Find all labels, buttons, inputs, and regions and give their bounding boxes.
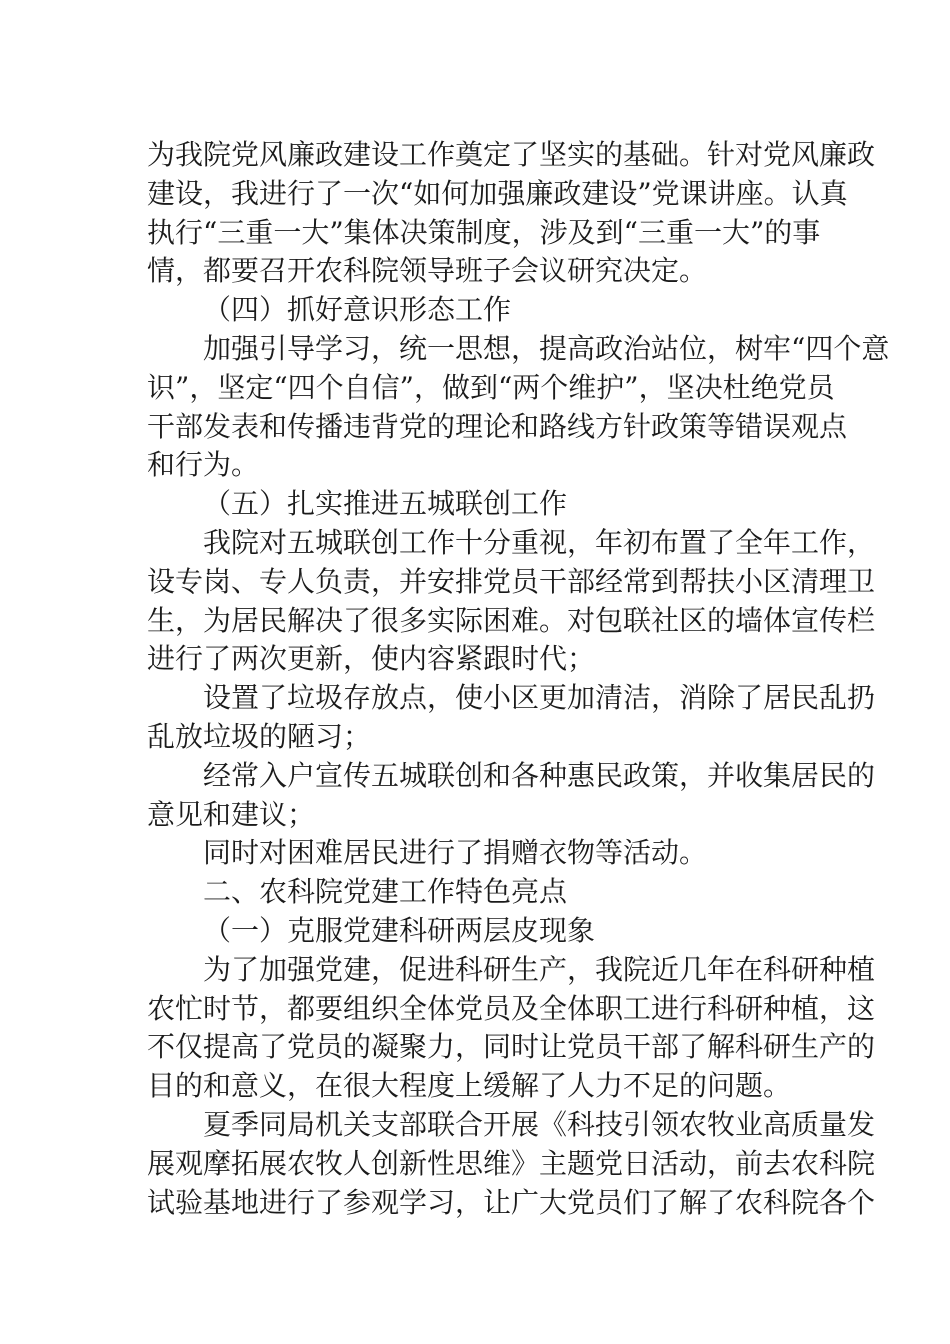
text-line: 设置了垃圾存放点，使小区更加清洁，消除了居民乱扔: [203, 681, 876, 715]
text-line: 执行“三重一大”集体决策制度，涉及到“三重一大”的事: [147, 215, 821, 249]
text-line: 目的和意义，在很大程度上缓解了人力不足的问题。: [147, 1069, 792, 1103]
text-line: 和行为。: [147, 448, 260, 482]
text-line: 情，都要召开农科院领导班子会议研究决定。: [147, 254, 708, 288]
text-line: 生，为居民解决了很多实际困难。对包联社区的墙体宣传栏: [147, 603, 876, 637]
text-line: 展观摩拓展农牧人创新性思维》主题党日活动，前去农科院: [147, 1146, 876, 1180]
section-heading: 二、农科院党建工作特色亮点: [203, 875, 568, 909]
text-line: 设专岗、专人负责，并安排党员干部经常到帮扶小区清理卫: [147, 564, 876, 598]
text-line: 我院对五城联创工作十分重视，年初布置了全年工作，: [203, 525, 876, 559]
text-line: 同时对困难居民进行了捐赠衣物等活动。: [203, 836, 708, 870]
text-line: 为了加强党建，促进科研生产，我院近几年在科研种植: [203, 952, 876, 986]
document-body: [147, 136, 890, 1222]
text-line: 夏季同局机关支部联合开展《科技引领农牧业高质量发: [203, 1107, 876, 1141]
text-line: 识”，坚定“四个自信”，做到“两个维护”，坚决杜绝党员: [147, 370, 835, 404]
section-heading: （四）抓好意识形态工作: [203, 293, 512, 327]
text-line: 试验基地进行了参观学习，让广大党员们了解了农科院各个: [147, 1185, 876, 1219]
text-line: 乱放垃圾的陋习；: [147, 719, 372, 753]
text-line: 意见和建议；: [147, 797, 316, 831]
section-heading: （五）扎实推进五城联创工作: [203, 487, 568, 521]
text-line: 为我院党风廉政建设工作奠定了坚实的基础。针对党风廉政: [147, 138, 876, 171]
text-line: 不仅提高了党员的凝聚力，同时让党员干部了解科研生产的: [147, 1030, 876, 1064]
text-line: 建设，我进行了一次“如何加强廉政建设”党课讲座。认真: [147, 176, 848, 210]
text-line: 加强引导学习，统一思想，提高政治站位，树牢“四个意: [203, 331, 890, 365]
section-heading: （一）克服党建科研两层皮现象: [203, 913, 596, 947]
text-line: 经常入户宣传五城联创和各种惠民政策，并收集居民的: [203, 758, 876, 792]
text-line: 进行了两次更新，使内容紧跟时代；: [147, 642, 596, 676]
text-line: 干部发表和传播违背党的理论和路线方针政策等错误观点: [147, 409, 848, 443]
text-line: 农忙时节，都要组织全体党员及全体职工进行科研种植，这: [147, 991, 876, 1025]
